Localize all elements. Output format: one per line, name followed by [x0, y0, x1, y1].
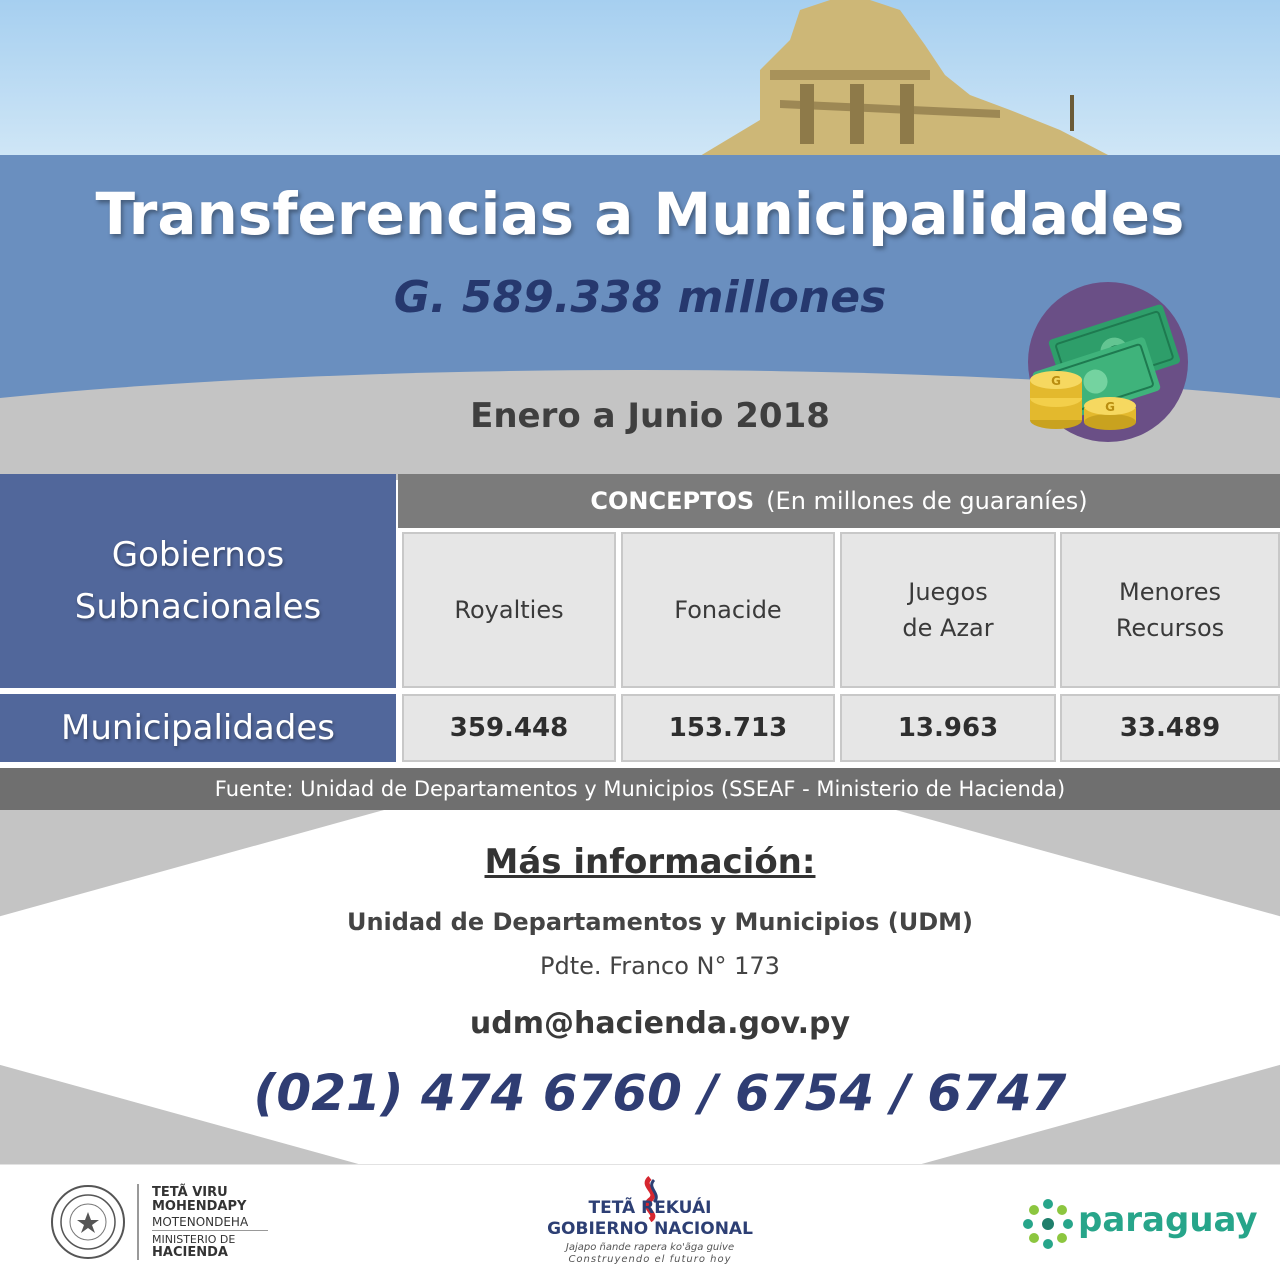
column-header-label: Juegos: [908, 578, 988, 606]
row-header-line2: Subnacionales: [74, 587, 322, 627]
ministry-line3: MOTENONDEHA: [152, 1215, 249, 1229]
column-header-juegos: [840, 532, 1056, 688]
column-header-label: Fonacide: [674, 596, 782, 624]
paraguay-brand-icon: [1022, 1198, 1074, 1250]
row-group-header: [0, 474, 396, 688]
ministry-line2: MOHENDAPY: [152, 1199, 247, 1214]
value-juegos: 13.963: [840, 694, 1056, 762]
building-dome-image: [0, 0, 1280, 156]
svg-text:G: G: [1051, 374, 1061, 388]
gobierno-slogan-spanish: Construyendo el futuro hoy: [568, 1254, 732, 1265]
value-menores: 33.489: [1060, 694, 1280, 762]
money-icon: [1026, 280, 1190, 444]
svg-text:G: G: [1105, 400, 1115, 414]
address: Pdte. Franco N° 173: [540, 952, 780, 980]
column-header-label: de Azar: [902, 614, 994, 642]
gobierno-line1: TETÃ REKUÁI: [588, 1198, 712, 1218]
period-label: Enero a Junio 2018: [470, 396, 830, 436]
ministry-line5: HACIENDA: [152, 1245, 228, 1260]
source-note: Fuente: Unidad de Departamentos y Municipios (SSEAF - Ministerio de Hacienda): [0, 768, 1280, 810]
ministry-line1: TETÃ VIRU: [152, 1185, 228, 1200]
unit-name: Unidad de Departamentos y Municipios (UDM): [346, 908, 974, 936]
gobierno-slogan-guarani: Jajapo ñande rapera ko'ãga guive: [565, 1242, 735, 1253]
ministry-line4: MINISTERIO DE: [152, 1233, 236, 1246]
divider: [137, 1184, 139, 1260]
paraguay-brand-text: paraguay: [1078, 1200, 1258, 1240]
column-header-label: Recursos: [1115, 614, 1225, 642]
column-header-menores: [1060, 532, 1280, 688]
row-header-line1: Gobiernos: [111, 535, 285, 575]
page-title: Transferencias a Municipalidades: [95, 180, 1185, 248]
concepts-header: [398, 474, 1280, 528]
column-header-label: Menores: [1119, 578, 1221, 606]
value-royalties: 359.448: [402, 694, 616, 762]
total-amount: G. 589.338 millones: [393, 272, 887, 323]
concepts-unit: (En millones de guaraníes): [766, 487, 1088, 515]
column-header-label: Royalties: [454, 596, 564, 624]
column-header-royalties: [402, 532, 616, 688]
column-header-fonacide: [621, 532, 835, 688]
concepts-label: CONCEPTOS: [590, 487, 755, 515]
national-seal-logo: [50, 1184, 126, 1260]
phone-numbers: (021) 474 6760 / 6754 / 6747: [253, 1064, 1067, 1122]
email-link[interactable]: udm@hacienda.gov.py: [469, 1006, 851, 1041]
more-info-heading: Más información:: [484, 842, 816, 882]
ministry-rule: [152, 1230, 268, 1231]
row-label: Municipalidades: [0, 694, 396, 762]
header-photo: [0, 0, 1280, 156]
gobierno-line2: GOBIERNO NACIONAL: [547, 1219, 753, 1239]
value-fonacide: 153.713: [621, 694, 835, 762]
